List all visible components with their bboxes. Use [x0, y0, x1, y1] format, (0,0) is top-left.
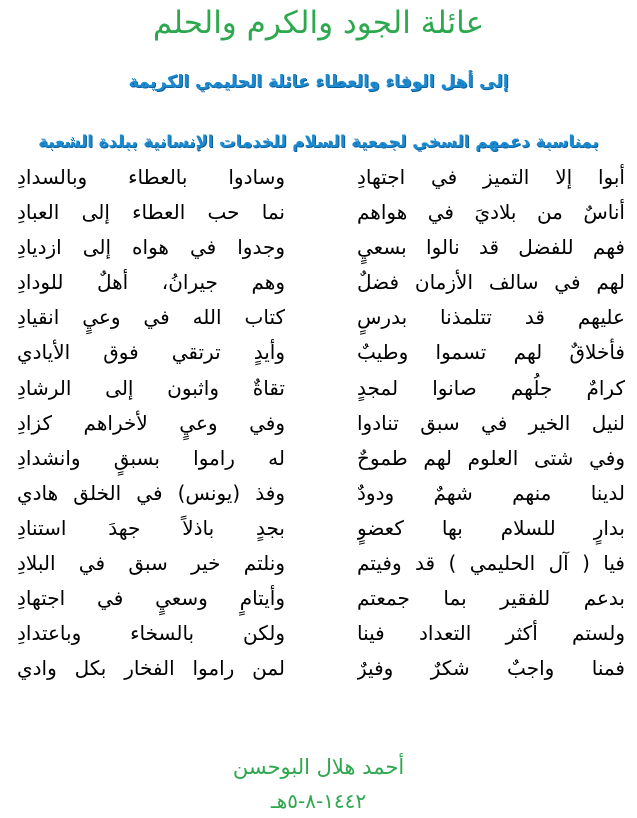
poem-date: ١٤٤٢-٨-٥هـ: [270, 789, 367, 813]
verse-second-half-14: ولكن بالسخاء وباعتدادِ: [17, 621, 285, 646]
verse-second-half-4: وهم جيرانُ، أهلٌ للودادِ: [17, 270, 285, 295]
verse-second-half-5: كتاب الله في وعيٍ انقيادِ: [17, 305, 285, 330]
verse-first-half-3: فهم للفضل قد نالوا بسعيٍ: [357, 235, 625, 260]
verse-first-half-9: وفي شتى العلوم لهم طموحٌ: [357, 445, 625, 470]
verse-second-half-7: تقاةٌ واثبون إلى الرشادِ: [17, 375, 285, 400]
verse-first-half-7: كرامٌ جلُهم صانوا لمجدٍ: [357, 375, 625, 400]
verse-first-half-1: أبوا إلا التميز في اجتهادِ: [357, 165, 625, 189]
dedication-line: إلى أهل الوفاء والعطاء عائلة الحليمي الكريمة: [128, 72, 509, 92]
verse-first-half-13: بدعم للفقير بما جمعتم: [357, 586, 625, 611]
author-name: أحمد هلال البوحسن: [232, 755, 405, 779]
verse-first-half-6: فأخلاقٌ لهم تسموا وطيبٌ: [357, 340, 625, 365]
poem-title: عائلة الجود والكرم والحلم: [152, 5, 485, 41]
verse-first-half-11: بدارٍ للسلام بها كعضوٍ: [357, 515, 625, 540]
poem-body: [0, 160, 637, 705]
verse-first-half-15: فمنا واجبٌ شكرٌ وفيرٌ: [357, 656, 625, 681]
verse-first-half-4: لهم في سالف الأزمان فضلٌ: [357, 270, 625, 295]
verse-second-half-8: وفي وعيٍ لأخراهم كزادِ: [17, 410, 285, 435]
verse-first-half-5: عليهم قد تتلمذنا بدرسٍ: [357, 305, 625, 330]
verse-second-half-3: وجدوا في هواه إلى ازديادِ: [17, 235, 285, 260]
verse-second-half-15: لمن راموا الفخار بكل وادي: [17, 656, 285, 681]
verse-first-half-10: لدينا منهم شهمٌ ودودٌ: [357, 480, 625, 505]
poem-second-hemistichs: [17, 160, 285, 686]
verse-first-half-12: فيا ( آل الحليمي ) قد وفيتم: [357, 551, 625, 576]
verse-second-half-13: وأيتامٍ وسعيٍ في اجتهادِ: [17, 586, 285, 611]
poem-first-hemistichs: [357, 160, 625, 686]
occasion-line: بمناسبة دعمهم السخي لجمعية السلام للخدمات الإنسانية ببلدة الشعبة: [38, 132, 599, 151]
verse-second-half-12: ونلتم خير سبق في البلادِ: [17, 551, 285, 576]
verse-second-half-9: له راموا بسبقٍ وانشدادِ: [17, 445, 285, 470]
verse-second-half-10: وفذ (يونس) في الخلق هادي: [17, 480, 285, 505]
verse-second-half-11: بجدٍ باذلاً جهدَ استنادِ: [17, 515, 285, 540]
verse-second-half-2: نما حب العطاء إلى العبادِ: [17, 200, 285, 225]
verse-second-half-1: وسادوا بالعطاء وبالسدادِ: [17, 165, 285, 189]
verse-second-half-6: وأيدٍ ترتقي فوق الأيادي: [17, 340, 285, 365]
verse-first-half-14: ولستم أكثر التعداد فينا: [357, 621, 625, 646]
verse-first-half-8: لنيل الخير في سبق تنادوا: [357, 410, 625, 435]
verse-first-half-2: أناسٌ من بلاديَ في هواهم: [357, 200, 625, 225]
